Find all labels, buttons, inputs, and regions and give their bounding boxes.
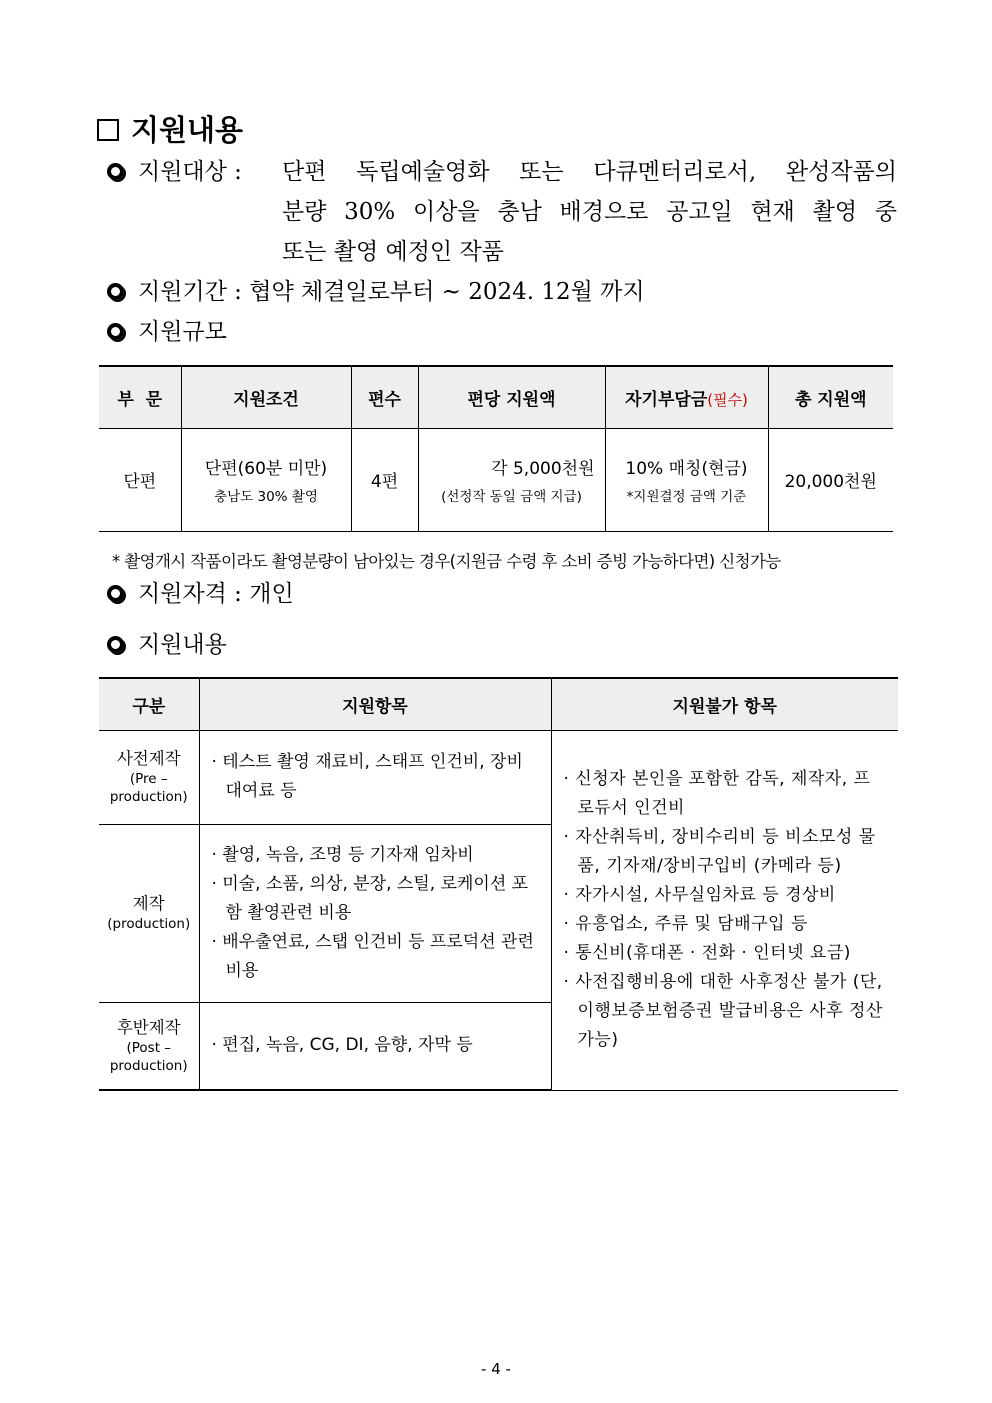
circle-bullet-icon [107, 283, 124, 300]
list-item: · 촬영, 녹음, 조명 등 기자재 임차비 [211, 844, 474, 865]
list-item: · 미술, 소품, 의상, 분장, 스틸, 로케이션 포함 촬영관련 비용 [211, 873, 529, 923]
list-item: · 자산취득비, 장비수리비 등 비소모성 물품, 기자재/장비구입비 (카메라 등) [563, 827, 876, 876]
required-label: (필수) [707, 390, 748, 409]
list-item: · 배우출연료, 스탭 인건비 등 프로덕션 관련비용 [211, 931, 534, 981]
table-row [99, 730, 898, 824]
header-amount: 편당 지원액 [418, 366, 605, 428]
square-bullet-icon [97, 119, 119, 141]
table-header-row [99, 678, 898, 730]
cell-category: 후반제작 (Post – production) [99, 1002, 199, 1090]
header-count: 편수 [351, 366, 418, 428]
header-supported-items: 지원항목 [199, 678, 551, 730]
header-self-payment: 자기부담금(필수) [605, 366, 768, 428]
table-header-row [99, 366, 893, 428]
cell-count: 4편 [351, 428, 418, 531]
cell-total: 20,000천원 [768, 428, 893, 531]
table-row [99, 428, 893, 531]
circle-bullet-icon [107, 163, 124, 180]
support-target-label: 지원대상 : [138, 159, 242, 185]
support-content-heading: 지원내용 [107, 625, 227, 665]
list-item: · 통신비(휴대폰 · 전화 · 인터넷 요금) [563, 943, 851, 963]
cell-self-payment: 10% 매칭(현금) *지원결정 금액 기준 [605, 428, 768, 531]
page-number: - 4 - [481, 1360, 511, 1378]
footnote: * 촬영개시 작품이라도 촬영분량이 남아있는 경우(지원금 수령 후 소비 증빙 가능하다면) 신청가능 [112, 552, 781, 571]
cell-amount: 각 5,000천원 (선정작 동일 금액 지급) [418, 428, 605, 531]
cell-category: 제작 (production) [99, 824, 199, 1002]
list-item: · 테스트 촬영 재료비, 스태프 인건비, 장비 대여료 등 [211, 752, 523, 801]
cell-condition: 단편(60분 미만) 충남도 30% 촬영 [181, 428, 351, 531]
header-unsupported-items: 지원불가 항목 [551, 678, 898, 730]
header-total: 총 지원액 [768, 366, 893, 428]
list-item: · 편집, 녹음, CG, DI, 음향, 자막 등 [211, 1035, 473, 1056]
header-condition: 지원조건 [181, 366, 351, 428]
cell-supported-items [199, 1002, 551, 1090]
list-item: · 자가시설, 사무실임차료 등 경상비 [563, 885, 836, 905]
list-item: · 사전집행비용에 대한 사후정산 불가 (단, 이행보증보험증권 발급비용은 사후 정산 가능) [563, 972, 883, 1050]
support-period: 지원기간 : 협약 체결일로부터 ~ 2024. 12월 까지 [107, 272, 645, 312]
support-target-line: 분량 30% 이상을 충남 배경으로 공고일 현재 촬영 중 [282, 199, 897, 225]
list-item: · 신청자 본인을 포함한 감독, 제작자, 프로듀서 인건비 [563, 769, 871, 818]
cell-category: 사전제작 (Pre – production) [99, 730, 199, 824]
circle-bullet-icon [107, 585, 124, 602]
cell-supported-items [199, 824, 551, 1002]
section-title-text: 지원내용 [131, 113, 244, 147]
support-content-table [99, 677, 898, 1091]
cell-category: 단편 [99, 428, 181, 531]
support-scale-heading: 지원규모 [107, 312, 227, 352]
header-category: 부 문 [99, 366, 181, 428]
cell-unsupported-items [551, 730, 898, 1090]
support-target-line: 또는 촬영 예정인 작품 [282, 239, 504, 265]
support-qualification: 지원자격 : 개인 [107, 574, 294, 614]
section-title [97, 112, 243, 148]
cell-supported-items [199, 730, 551, 824]
header-division: 구분 [99, 678, 199, 730]
circle-bullet-icon [107, 636, 124, 653]
list-item: · 유흥업소, 주류 및 담배구입 등 [563, 914, 808, 934]
support-scale-table [99, 365, 893, 532]
circle-bullet-icon [107, 323, 124, 340]
support-target-line: 단편 독립예술영화 또는 다큐멘터리로서, 완성작품의 [282, 159, 897, 185]
